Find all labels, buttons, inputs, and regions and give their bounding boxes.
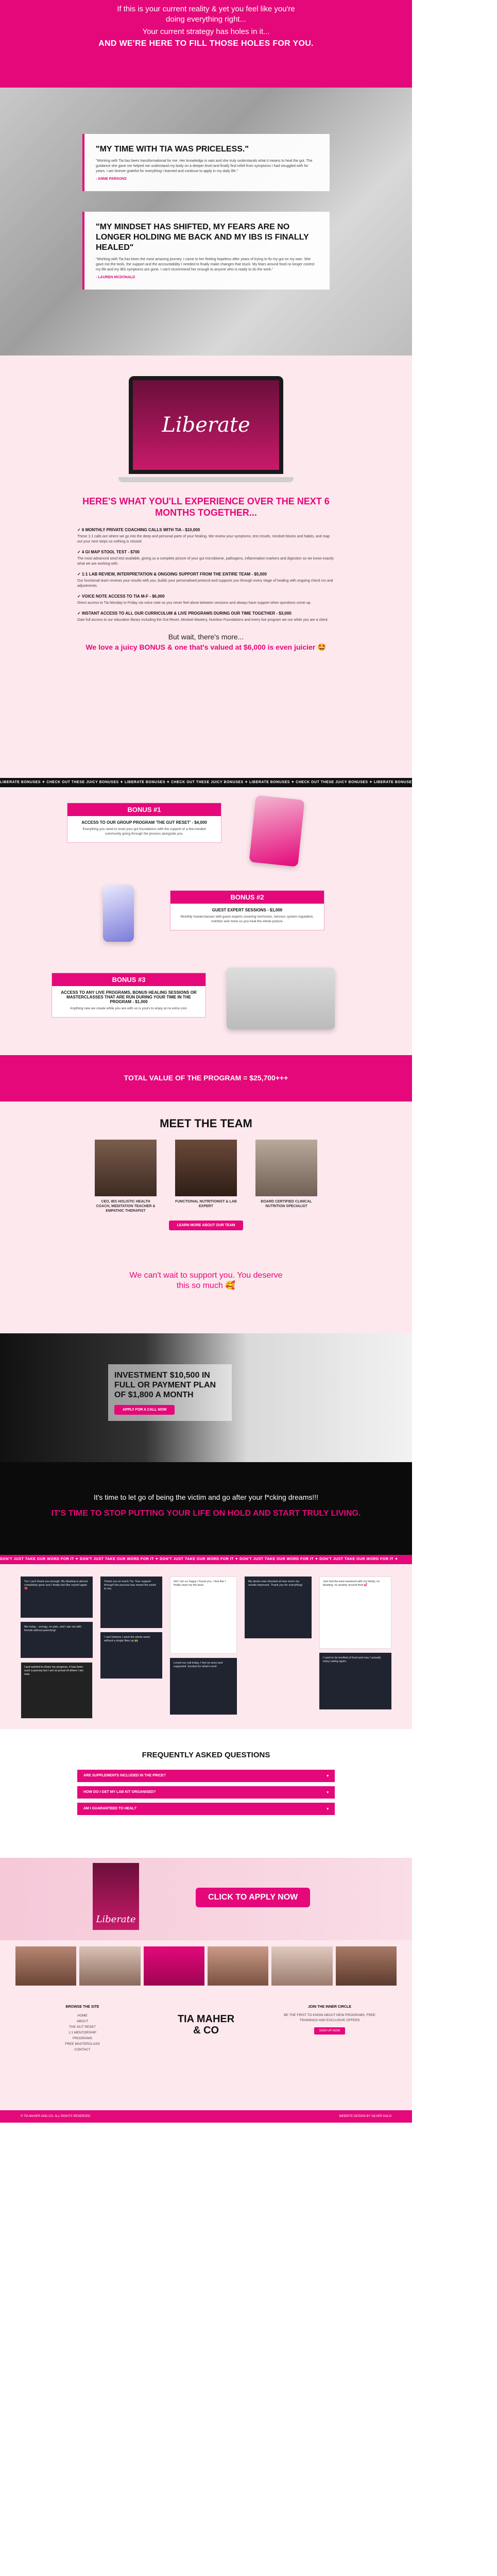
copyright-bar — [0, 2110, 412, 2123]
bonus-tag: BONUS #1 — [67, 803, 221, 816]
hero-section — [0, 0, 412, 88]
gallery-image[interactable] — [15, 1946, 76, 1986]
faq-question: ARE SUPPLEMENTS INCLUDED IN THE PRICE? — [83, 1774, 166, 1777]
team-member-photo — [255, 1140, 317, 1196]
footer-link[interactable]: FREE MASTERCLASS — [65, 2042, 100, 2046]
investment-box — [108, 1364, 232, 1421]
footer-logo[interactable]: TIA MAHER — [177, 2013, 235, 2025]
bonuses-section — [0, 787, 412, 1055]
quote-title: "MY TIME WITH TIA WAS PRICELESS." — [96, 145, 249, 154]
faq-item[interactable] — [77, 1786, 335, 1799]
quote-body: "Working with Tia has been transformational for me. Her knowledge is vast and she truly understands what it means to heal the gut. The guidance she gave me helped me understand my body on a deeper level and finally find relief from symptoms I had struggled with for years. I am forever grateful for everything I learned and continue to apply in my daily life." — [96, 159, 313, 173]
support-line: We can't wait to support you. You deserve — [129, 1271, 283, 1280]
offer-item-body: These 1:1 calls are where we go into the deep and personal parts of your healing. We review your symptoms, test results, mindset blocks and habits, and map out your next steps so nothing is missed. — [77, 535, 330, 544]
offer-item-body: Gain full access to our education library including the Gut Reset, Mindset Mastery, Nutrition Foundations and every live program we run while you are a client. — [77, 618, 329, 622]
bonus-intro: We love a juicy BONUS & one that's valued at $6,000 is even juicier 🤩 — [85, 643, 327, 651]
faq-heading: FREQUENTLY ASKED QUESTIONS — [142, 1751, 270, 1759]
team-member — [95, 1140, 157, 1213]
offer-section — [0, 355, 412, 778]
faq-item[interactable] — [77, 1770, 335, 1782]
team-member-role: BOARD CERTIFIED CLINICAL NUTRITION SPECIALIST — [261, 1200, 312, 1208]
bonus-tag: BONUS #2 — [170, 891, 324, 904]
hero-line: If this is your current reality & yet you feel like you're — [117, 5, 295, 13]
victim-headline: IT'S TIME TO STOP PUTTING YOUR LIFE ON HOLD AND START TRULY LIVING. — [51, 1509, 361, 1518]
testimonial-screenshot: Just had the best weekend with my family, no bloating, no anxiety around food 💕 — [319, 1577, 391, 1649]
laptop-mockup — [129, 376, 283, 474]
gallery-image[interactable] — [336, 1946, 397, 1986]
offer-item — [77, 594, 335, 606]
support-line: this so much 🥰 — [176, 1281, 236, 1290]
quote-title: "MY MINDSET HAS SHIFTED, MY FEARS ARE NO LONGER HOLDING ME BACK AND MY IBS IS FINALLY HEALED" — [96, 223, 309, 252]
testimonial-screenshot: Thank you so much Tia. Your support through this process has meant the world to me. — [100, 1577, 162, 1628]
footer-browse — [31, 2005, 134, 2110]
team-member — [255, 1140, 317, 1213]
offer-item — [77, 572, 335, 589]
footer-link[interactable]: THE GUT RESET — [69, 2025, 96, 2029]
faq-item[interactable] — [77, 1803, 335, 1815]
testimonial-screenshot: My doctor was shocked at how much my results improved. Thank you for everything! — [245, 1577, 312, 1638]
laptop-base — [118, 477, 294, 482]
testimonial-screenshot: Tia I can't thank you enough. My bloating is almost completely gone and I finally feel like myself again ❤️ — [21, 1577, 93, 1618]
bonus-title: ACCESS TO ANY LIVE PROGRAMS, BONUS HEALING SESSIONS OR MASTERCLASSES THAT ARE RUN DURING YOUR TIME IN THE PROGRAM - $1,000 — [61, 990, 197, 1004]
credit-link[interactable]: WEBSITE DESIGN BY SILVER HALO — [339, 2115, 391, 2118]
footer-brand — [155, 2005, 258, 2110]
offer-item-body: Direct access to Tia Monday to Friday via voice note so you never feel alone between sessions and always have support when questions come up. — [77, 601, 312, 605]
offer-item-title: ✓ 4 GI MAP STOOL TEST - $700 — [77, 550, 140, 554]
footer-newsletter — [278, 2005, 381, 2110]
bonus-tag: BONUS #3 — [52, 973, 205, 986]
faq-section — [0, 1729, 412, 1858]
team-member-role: FUNCTIONAL NUTRITIONIST & LAB EXPERT — [175, 1200, 237, 1208]
quote-author: - LAUREN MCDONALD — [96, 276, 135, 279]
team-members — [0, 1140, 412, 1213]
apply-section — [0, 1858, 412, 1940]
chevron-down-icon: ▾ — [327, 1807, 329, 1811]
testimonial-screenshot: Girl I am so happy I found you. I feel like I finally have my life back. — [170, 1577, 237, 1654]
quotes-section — [0, 88, 412, 355]
bonus-card — [52, 973, 206, 1018]
product-cover: Liberate — [93, 1863, 139, 1930]
offer-item-title: ✓ 6 MONTHLY PRIVATE COACHING CALLS WITH TIA - $10,000 — [77, 528, 200, 532]
testimonial-screenshot: I just wanted to share my progress, it has been such a journey but I am so proud of where I am now. — [21, 1662, 93, 1719]
signup-button[interactable]: SIGN UP NOW — [314, 2027, 346, 2035]
bonus-body: Monthly masterclasses with guest experts covering hormones, nervous system regulation, nutrition and more so you heal the whole picture. — [180, 915, 314, 923]
laptop-bonus-mockup — [227, 968, 335, 1029]
offer-heading: HERE'S WHAT YOU'LL EXPERIENCE OVER THE NEXT 6 MONTHS TOGETHER... — [82, 496, 330, 518]
team-member-photo — [95, 1140, 157, 1196]
quote-card — [82, 212, 330, 290]
gallery-image[interactable] — [144, 1946, 204, 1986]
bonus-body: Everything you need to reset your gut foundations with the support of a like-minded community going through the process alongside you. — [82, 827, 206, 836]
footer-heading: JOIN THE INNER CIRCLE — [307, 2005, 351, 2009]
bonus-card — [67, 803, 221, 843]
hero-line: Your current strategy has holes in it... — [142, 27, 270, 36]
offer-item-body: Our functional team reviews your results with you, builds your personalised protocol and supports you through every stage of healing with ongoing check ins and adjustments. — [77, 579, 333, 588]
total-value-banner — [0, 1055, 412, 1101]
offer-item — [77, 611, 335, 623]
team-heading: MEET THE TEAM — [160, 1117, 252, 1130]
bonus-card — [170, 890, 324, 930]
testimonial-screenshot: I can't believe I went the whole week without a single flare up 🙌 — [100, 1632, 162, 1679]
bonus-title: ACCESS TO OUR GROUP PROGRAM 'THE GUT RESET' - $4,000 — [81, 820, 207, 825]
hero-headline: AND WE'RE HERE TO FILL THOSE HOLES FOR YOU. — [98, 39, 314, 48]
footer-link[interactable]: ABOUT — [76, 2020, 89, 2023]
quote-body: "Working with Tia has been the most amazing journey. I came to her feeling hopeless after years of trying to fix my gut on my own. She gave me the tools, the support and the accountability I needed to finally make changes that stuck. My fears around food no longer control my life and my IBS symptoms are gone. I can't recommend her enough to anyone who is ready to do the work." — [96, 258, 315, 272]
footer-logo-sub: & CO — [193, 2025, 219, 2036]
offer-item-title: ✓ INSTANT ACCESS TO ALL OUR CURRICULUM & LIVE PROGRAMS DURING OUR TIME TOGETHER - $3,000 — [77, 611, 292, 616]
victim-line: It's time to let go of being the victim and go after your f*cking dreams!!! — [93, 1493, 319, 1501]
laptop-screen-title: Liberate — [133, 380, 279, 470]
newsletter-text: BE THE FIRST TO KNOW ABOUT NEW PROGRAMS, FREE TRAININGS AND EXCLUSIVE OFFERS — [284, 2013, 375, 2022]
gallery-image[interactable] — [271, 1946, 332, 1986]
faq-question: HOW DO I GET MY LAB KIT ORGANISED? — [83, 1790, 156, 1794]
footer-link[interactable]: CONTACT — [74, 2048, 91, 2052]
testimonial-ticker: DON'T JUST TAKE OUR WORD FOR IT ✦ DON'T JUST TAKE OUR WORD FOR IT ✦ DON'T JUST TAKE OUR WORD FOR IT ✦ DON'T JUST TAKE OUR WORD FOR IT ✦ DON'T JUST TAKE OUR WORD FOR IT ✦ — [0, 1555, 412, 1564]
footer — [0, 1992, 412, 2110]
offer-item-body: The most advanced stool test available, giving us a complete picture of your gut microbiome, pathogens, inflammation markers and digestion so we know exactly what we are working with. — [77, 557, 334, 566]
but-wait-text: But wait, there's more... — [168, 633, 244, 641]
gallery-image[interactable] — [208, 1946, 268, 1986]
hero-line: doing everything right... — [166, 15, 246, 24]
offer-item-title: ✓ 1:1 LAB REVIEW, INTERPRETATION & ONGOING SUPPORT FROM THE ENTIRE TEAM - $5,000 — [77, 572, 267, 577]
testimonial-screenshot: I used to be terrified of food and now I actually enjoy eating again. — [319, 1653, 391, 1709]
support-section — [0, 1256, 412, 1333]
chevron-down-icon: ▾ — [327, 1791, 329, 1794]
footer-links — [31, 2013, 134, 2053]
learn-more-team-button[interactable]: LEARN MORE ABOUT OUR TEAM — [169, 1221, 244, 1230]
footer-link[interactable]: HOME — [77, 2014, 88, 2018]
apply-now-button[interactable]: CLICK TO APPLY NOW — [196, 1888, 310, 1907]
investment-section — [0, 1333, 412, 1462]
footer-heading: BROWSE THE SITE — [65, 2005, 99, 2009]
offer-item — [77, 528, 335, 545]
footer-link[interactable]: 1:1 MENTORSHIP — [68, 2031, 97, 2035]
instagram-gallery — [0, 1940, 412, 1992]
phone-mockup — [103, 885, 134, 942]
copyright-text: © TIA MAHER AND CO. ALL RIGHTS RESERVED — [21, 2115, 91, 2118]
gallery-image[interactable] — [79, 1946, 140, 1986]
apply-call-button[interactable]: APPLY FOR A CALL NOW — [114, 1405, 175, 1415]
investment-heading: INVESTMENT $10,500 IN FULL OR PAYMENT PLAN OF $1,800 A MONTH — [114, 1371, 216, 1399]
tablet-mockup — [249, 795, 304, 867]
team-member-photo — [175, 1140, 237, 1196]
footer-link[interactable]: PROGRAMS — [73, 2037, 92, 2040]
team-member-role: CEO, IBS HOLISTIC HEALTH COACH, MEDITATION TEACHER & EMPATHIC THERAPIST — [96, 1200, 156, 1213]
team-member — [175, 1140, 237, 1213]
testimonial-screenshot: Loved our call today, I feel so seen and supported. Excited for what's next! — [170, 1658, 237, 1715]
chevron-down-icon: ▾ — [327, 1774, 329, 1778]
testimonial-screenshots-section — [0, 1564, 412, 1729]
team-section — [0, 1101, 412, 1256]
offer-item — [77, 550, 335, 567]
total-value-text: TOTAL VALUE OF THE PROGRAM = $25,700+++ — [124, 1074, 288, 1082]
bonus-title: GUEST EXPERT SESSIONS - $1,000 — [212, 908, 283, 912]
quote-author: - ANNE PARSONS — [96, 177, 127, 181]
victim-section — [0, 1462, 412, 1555]
bonus-body: Anything new we create while you are with us is yours to enjoy at no extra cost. — [70, 1007, 187, 1010]
offer-item-title: ✓ VOICE NOTE ACCESS TO TIA M-F - $6,000 — [77, 594, 165, 599]
bonus-ticker: LIBERATE BONUSES ✦ CHECK OUT THESE JUICY BONUSES ✦ LIBERATE BONUSES ✦ CHECK OUT THESE JUICY BONUSES ✦ LIBERATE BONUSES ✦ CHECK OUT THESE JUICY BONUSES ✦ LIBERATE BONUSES ✦ CHECK OUT THESE JUICY BONUSES ✦ — [0, 778, 412, 787]
quote-card — [82, 134, 330, 191]
faq-question: AM I GUARANTEED TO HEAL? — [83, 1807, 136, 1810]
testimonial-screenshot: Me today... energy, no pain, and I ate out with friends without panicking! — [21, 1622, 93, 1658]
